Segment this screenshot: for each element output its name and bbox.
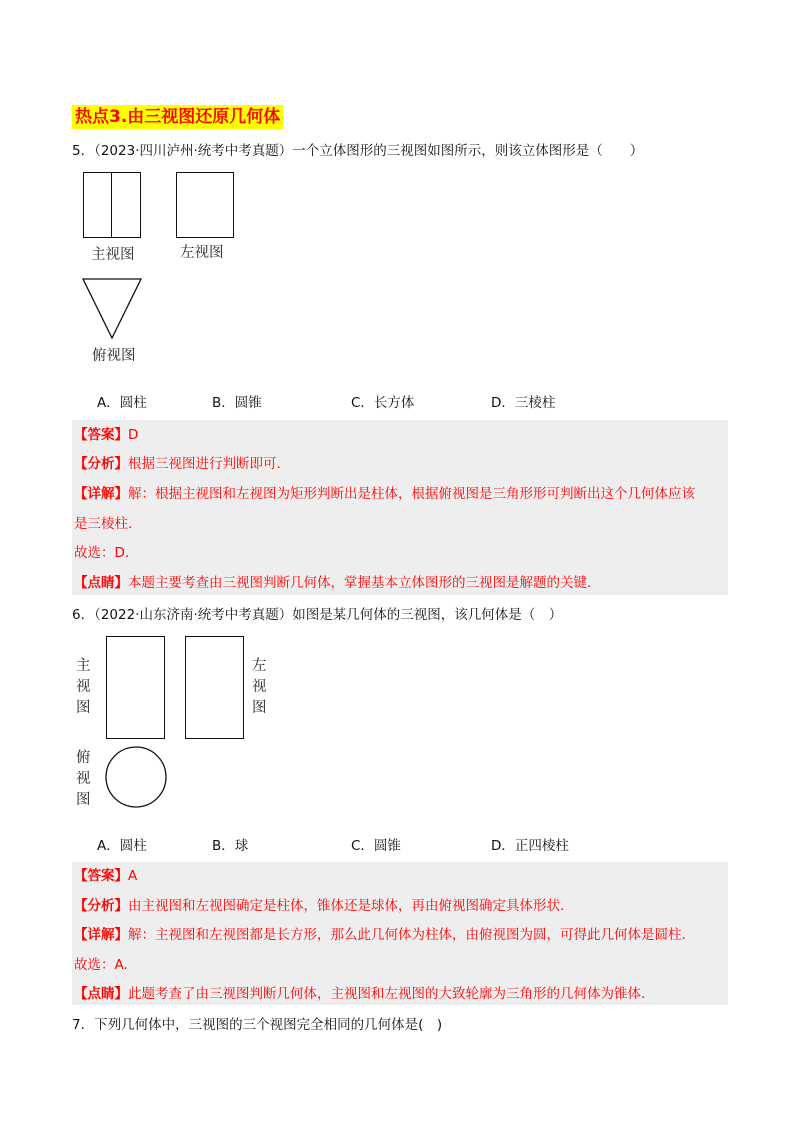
label-char: 左	[252, 658, 267, 674]
analysis-text: 根据三视图进行判断即可.	[128, 456, 281, 472]
q6-choice-line: 故选：A.	[74, 957, 128, 973]
question-6-stem: 6．（2022·山东济南·统考中考真题）如图是某几何体的三视图，该几何体是（ ）	[72, 607, 563, 623]
q6-answer-line	[74, 867, 137, 885]
q6-left-view-rect	[185, 636, 244, 739]
label-char: 图	[76, 700, 91, 716]
label-char: 图	[76, 792, 91, 808]
q6-analysis-line	[74, 897, 564, 915]
analysis-text: 由主视图和左视图确定是柱体，锥体还是球体，再由俯视图确定具体形状.	[128, 898, 565, 914]
q6-option-a[interactable]: A．圆柱	[97, 838, 147, 854]
label-char: 视	[76, 771, 91, 787]
q5-front-view-label: 主视图	[91, 247, 135, 263]
q5-option-b[interactable]: B．圆锥	[212, 395, 262, 411]
comment-tag: 【点睛】	[74, 986, 128, 1002]
detail-tag: 【详解】	[74, 486, 128, 502]
detail-text: 解：主视图和左视图都是长方形，那么此几何体为柱体，由俯视图为圆，可得此几何体是圆柱.	[128, 927, 686, 943]
q6-option-b[interactable]: B．球	[212, 838, 249, 854]
detail-tag: 【详解】	[74, 927, 128, 943]
q5-solution-box	[72, 420, 728, 595]
q5-top-view-triangle	[82, 278, 142, 340]
q5-option-c[interactable]: C．长方体	[351, 395, 415, 411]
q6-solution-box	[72, 862, 728, 1005]
q6-option-c[interactable]: C．圆锥	[351, 838, 401, 854]
front-view-edge-line	[111, 172, 112, 238]
question-5-stem: 5．（2023·四川泸州·统考中考真题）一个立体图形的三视图如图所示，则该立体图形是（ ）	[72, 143, 644, 159]
detail-text: 解：根据主视图和左视图为矩形判断出是柱体，根据俯视图是三角形形可判断出这个几何体应该	[128, 486, 695, 502]
answer-value: A	[128, 868, 138, 884]
comment-tag: 【点睛】	[74, 575, 128, 591]
q5-detail-line-2: 是三棱柱.	[74, 516, 133, 532]
q5-answer-line	[74, 426, 138, 444]
q5-left-view-label: 左视图	[180, 245, 224, 261]
label-char: 视	[76, 679, 91, 695]
section-title: 热点3.由三视图还原几何体	[72, 105, 283, 129]
q5-comment-line	[74, 574, 591, 592]
analysis-tag: 【分析】	[74, 456, 128, 472]
answer-tag: 【答案】	[74, 427, 128, 443]
q5-option-a[interactable]: A．圆柱	[97, 395, 147, 411]
q6-top-view-circle	[104, 745, 168, 809]
answer-value: D	[128, 427, 139, 443]
comment-text: 此题考查了由三视图判断几何体，主视图和左视图的大致轮廓为三角形的几何体为锥体.	[128, 986, 646, 1002]
q6-front-view-label	[76, 656, 92, 719]
q6-option-d[interactable]: D．正四棱柱	[491, 838, 569, 854]
comment-text: 本题主要考查由三视图判断几何体，掌握基本立体图形的三视图是解题的关键.	[128, 575, 592, 591]
q5-detail-line	[74, 485, 695, 503]
answer-tag: 【答案】	[74, 868, 128, 884]
q5-choice-line: 故选：D.	[74, 545, 130, 561]
label-char: 俯	[76, 750, 91, 766]
q6-detail-line	[74, 926, 686, 944]
q6-top-view-label	[76, 748, 92, 811]
q5-option-d[interactable]: D．三棱柱	[491, 395, 556, 411]
q6-front-view-rect	[106, 636, 165, 739]
q6-left-view-label	[252, 656, 268, 719]
question-7-stem: 7．下列几何体中，三视图的三个视图完全相同的几何体是( )	[72, 1017, 443, 1033]
q5-left-view-rect	[176, 172, 234, 238]
q6-comment-line	[74, 985, 645, 1003]
analysis-tag: 【分析】	[74, 898, 128, 914]
label-char: 视	[252, 679, 267, 695]
q5-top-view-label: 俯视图	[92, 348, 136, 364]
label-char: 图	[252, 700, 267, 716]
label-char: 主	[76, 658, 91, 674]
q5-analysis-line	[74, 455, 281, 473]
